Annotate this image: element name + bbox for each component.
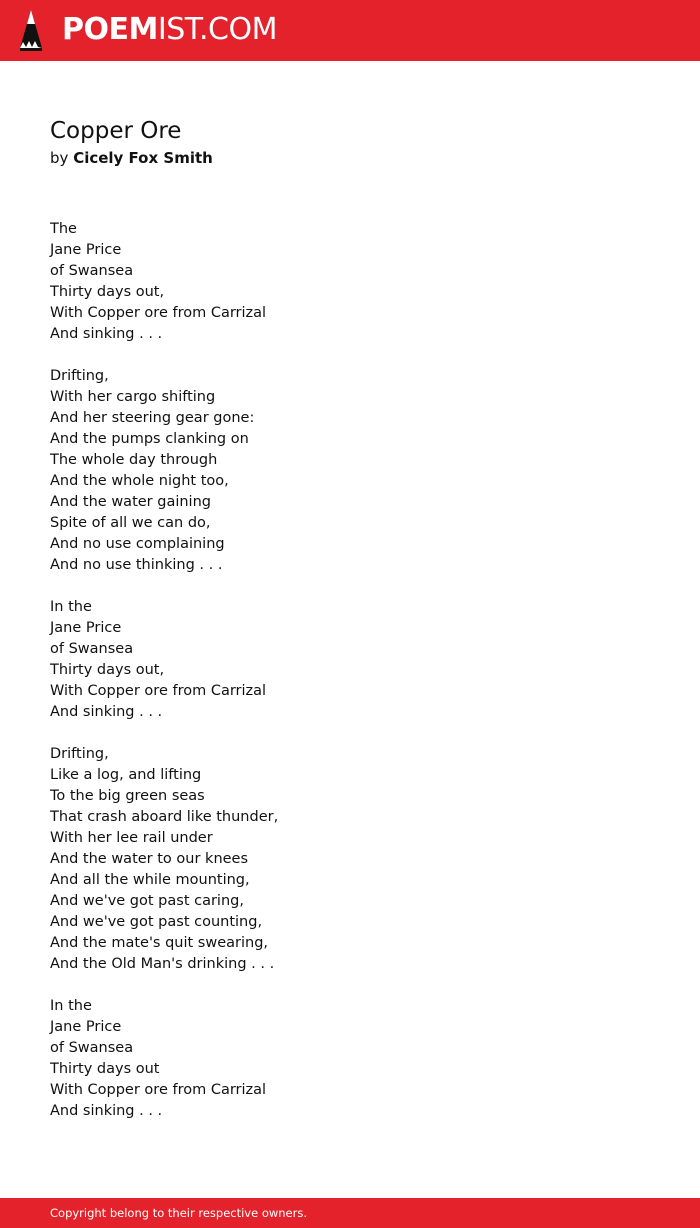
poem-line: Thirty days out,	[50, 662, 165, 678]
poem-line: The	[50, 221, 77, 237]
poem-line: Spite of all we can do,	[50, 515, 211, 531]
poem-line: of Swansea	[50, 1040, 134, 1056]
poem-line: Jane Price	[50, 242, 122, 258]
poem-line: of Swansea	[50, 263, 134, 279]
poem-line: Thirty days out	[50, 1061, 160, 1077]
poem-line: And sinking . . .	[50, 704, 163, 720]
stanza	[50, 366, 650, 576]
poem-line: With Copper ore from Carrizal	[50, 683, 267, 699]
site-logo[interactable]	[62, 12, 277, 48]
poem-line: With her cargo shifting	[50, 389, 216, 405]
site-header	[0, 0, 700, 61]
poem-line: With her lee rail under	[50, 830, 213, 846]
poem-line: Jane Price	[50, 620, 122, 636]
poem-line: Jane Price	[50, 1019, 122, 1035]
poem-line: And the water to our knees	[50, 851, 249, 867]
poem-line: And the pumps clanking on	[50, 431, 249, 447]
stanza	[50, 744, 650, 975]
stanza	[50, 597, 650, 723]
byline	[50, 147, 650, 169]
author-name: Cicely Fox Smith	[73, 149, 213, 167]
poem-line: Like a log, and lifting	[50, 767, 202, 783]
site-footer	[0, 1198, 700, 1228]
poem-line: And all the while mounting,	[50, 872, 250, 888]
poem-line: In the	[50, 599, 92, 615]
poem-line: And the whole night too,	[50, 473, 229, 489]
poem-line: And the mate's quit swearing,	[50, 935, 269, 951]
poem-body	[50, 219, 650, 1122]
stanza	[50, 219, 650, 345]
poem-line: The whole day through	[50, 452, 218, 468]
poem-line: And the Old Man's drinking . . .	[50, 956, 275, 972]
poem-line: And the water gaining	[50, 494, 211, 510]
poem-line: With Copper ore from Carrizal	[50, 1082, 267, 1098]
poem-line: Drifting,	[50, 368, 109, 384]
stanza	[50, 996, 650, 1122]
poem-line: To the big green seas	[50, 788, 205, 804]
poem-line: And no use thinking . . .	[50, 557, 223, 573]
poem-line: With Copper ore from Carrizal	[50, 305, 267, 321]
by-prefix: by	[50, 149, 69, 167]
poem-line: Drifting,	[50, 746, 109, 762]
poem-line: And we've got past caring,	[50, 893, 244, 909]
logo-light-part: IST.COM	[157, 12, 277, 47]
poem-line: Thirty days out,	[50, 284, 165, 300]
logo-bold-part: POEM	[62, 12, 158, 47]
poem-line: of Swansea	[50, 641, 134, 657]
poem-line: And sinking . . .	[50, 326, 163, 342]
poem-line: And we've got past counting,	[50, 914, 263, 930]
poem-line: And sinking . . .	[50, 1103, 163, 1119]
poem-line: And her steering gear gone:	[50, 410, 255, 426]
pencil-tip-icon[interactable]	[18, 10, 44, 52]
poem-line: That crash aboard like thunder,	[50, 809, 279, 825]
poem-title: Copper Ore	[50, 118, 182, 144]
poem-line: And no use complaining	[50, 536, 225, 552]
poem-line: In the	[50, 998, 92, 1014]
poem-content	[50, 116, 650, 1143]
copyright-text: Copyright belong to their respective owners.	[50, 1206, 308, 1220]
